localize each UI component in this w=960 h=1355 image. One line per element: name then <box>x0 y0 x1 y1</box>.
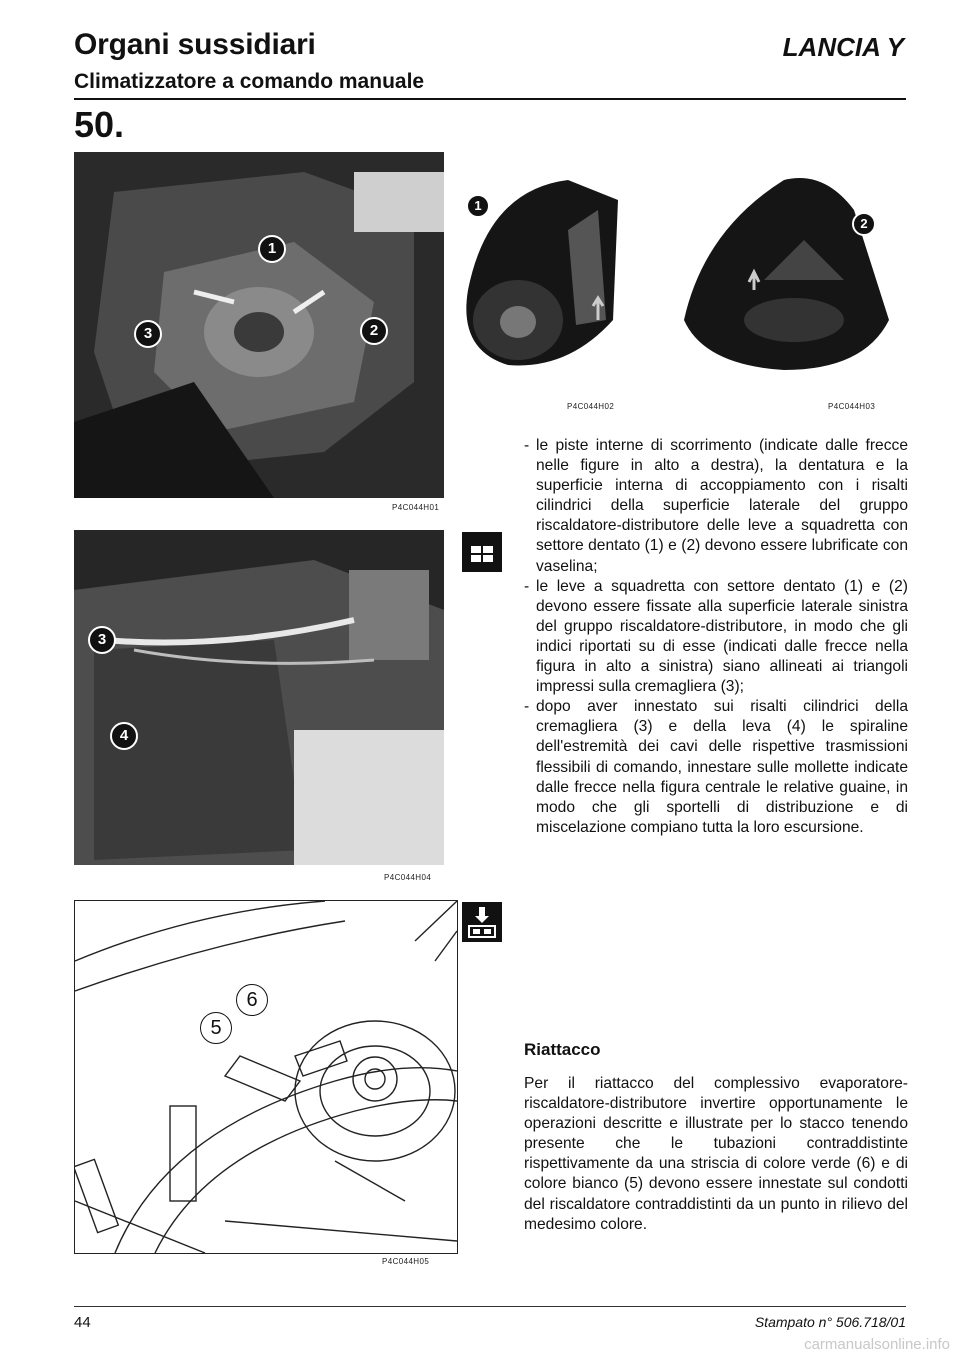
figure-2-caption: P4C044H02 <box>567 402 615 411</box>
figure-1-callout-2: 2 <box>360 317 388 345</box>
watermark-text: carmanualsonline.info <box>804 1336 950 1353</box>
figure-4-callout-4: 4 <box>110 722 138 750</box>
figure-5-callout-6: 6 <box>236 984 268 1016</box>
page-title: Organi sussidiari <box>74 28 316 61</box>
footer-divider <box>74 1306 906 1307</box>
header-divider <box>74 98 906 100</box>
lubricate-icon <box>462 532 502 572</box>
instruction-item: - le leve a squadretta con settore dentato (1) e (2) devono essere fissate alla superficie laterale sinistra del gruppo riscaldatore-distributore, in modo che gli indici riportati su di esse (indicati dalle frecce nella figura in alto a sinistra) siano allineati ai triangoli impressi sulla cremagliera (3); <box>524 577 908 698</box>
section-title: Riattacco <box>524 1040 601 1059</box>
page-subtitle: Climatizzatore a comando manuale <box>74 70 425 93</box>
instruction-item: - le piste interne di scorrimento (indicate dalle frecce nelle figure in alto a destra), la dentatura e la superficie interna di accoppiamento con i risalti cilindrici della superficie laterale del gruppo riscaldatore-distributore delle leve a squadretta con settore dentato (1) e (2) devono essere lubrificate con vaselina; <box>524 436 908 577</box>
figure-1-callout-1: 1 <box>258 235 286 263</box>
figure-5-drawing <box>74 900 458 1254</box>
figure-1-photo <box>74 152 444 498</box>
figure-5-callout-5: 5 <box>200 1012 232 1044</box>
figure-5-caption: P4C044H05 <box>382 1257 430 1266</box>
watermark <box>0 1336 960 1355</box>
instruction-item: - dopo aver innestato sui risalti cilindrici della cremagliera (3) e della leva (4) le spiraline dell'estremità dei cavi delle rispettive trasmissioni flessibili di comando, innestare sulle mollette indicate dalle frecce nella figura centrale le relative guaine, in modo che gli sportelli di distribuzione e di miscelazione compiano tutta la loro escursione. <box>524 697 908 838</box>
page-number: 44 <box>74 1314 91 1331</box>
print-reference: Stampato n° 506.718/01 <box>754 1314 906 1330</box>
figure-3-photo <box>674 170 904 390</box>
install-icon <box>462 902 502 942</box>
figure-1-caption: P4C044H01 <box>392 503 440 512</box>
figure-4-caption: P4C044H04 <box>384 873 432 882</box>
figure-4-callout-3: 3 <box>88 626 116 654</box>
section-paragraph: Per il riattacco del complessivo evaporatore-riscaldatore-distributore invertire opportunamente le operazioni descritte e illustrate per lo stacco tenendo presente che le tubazioni contraddistinte rispettivamente da una striscia di colore verde (6) e di colore bianco (5) devono essere innestate sul condotti del riscaldatore contraddistinti da un punto in rilievo del medesimo colore. <box>524 1075 908 1233</box>
section-number: 50. <box>74 104 125 145</box>
figure-4-photo <box>74 530 444 865</box>
figure-3-callout-2: 2 <box>852 212 876 236</box>
brand-label: LANCIA Y <box>782 32 904 62</box>
figure-1-callout-3: 3 <box>134 320 162 348</box>
figure-3-caption: P4C044H03 <box>828 402 876 411</box>
figure-2-callout-1: 1 <box>466 194 490 218</box>
instructions-text <box>524 436 908 838</box>
